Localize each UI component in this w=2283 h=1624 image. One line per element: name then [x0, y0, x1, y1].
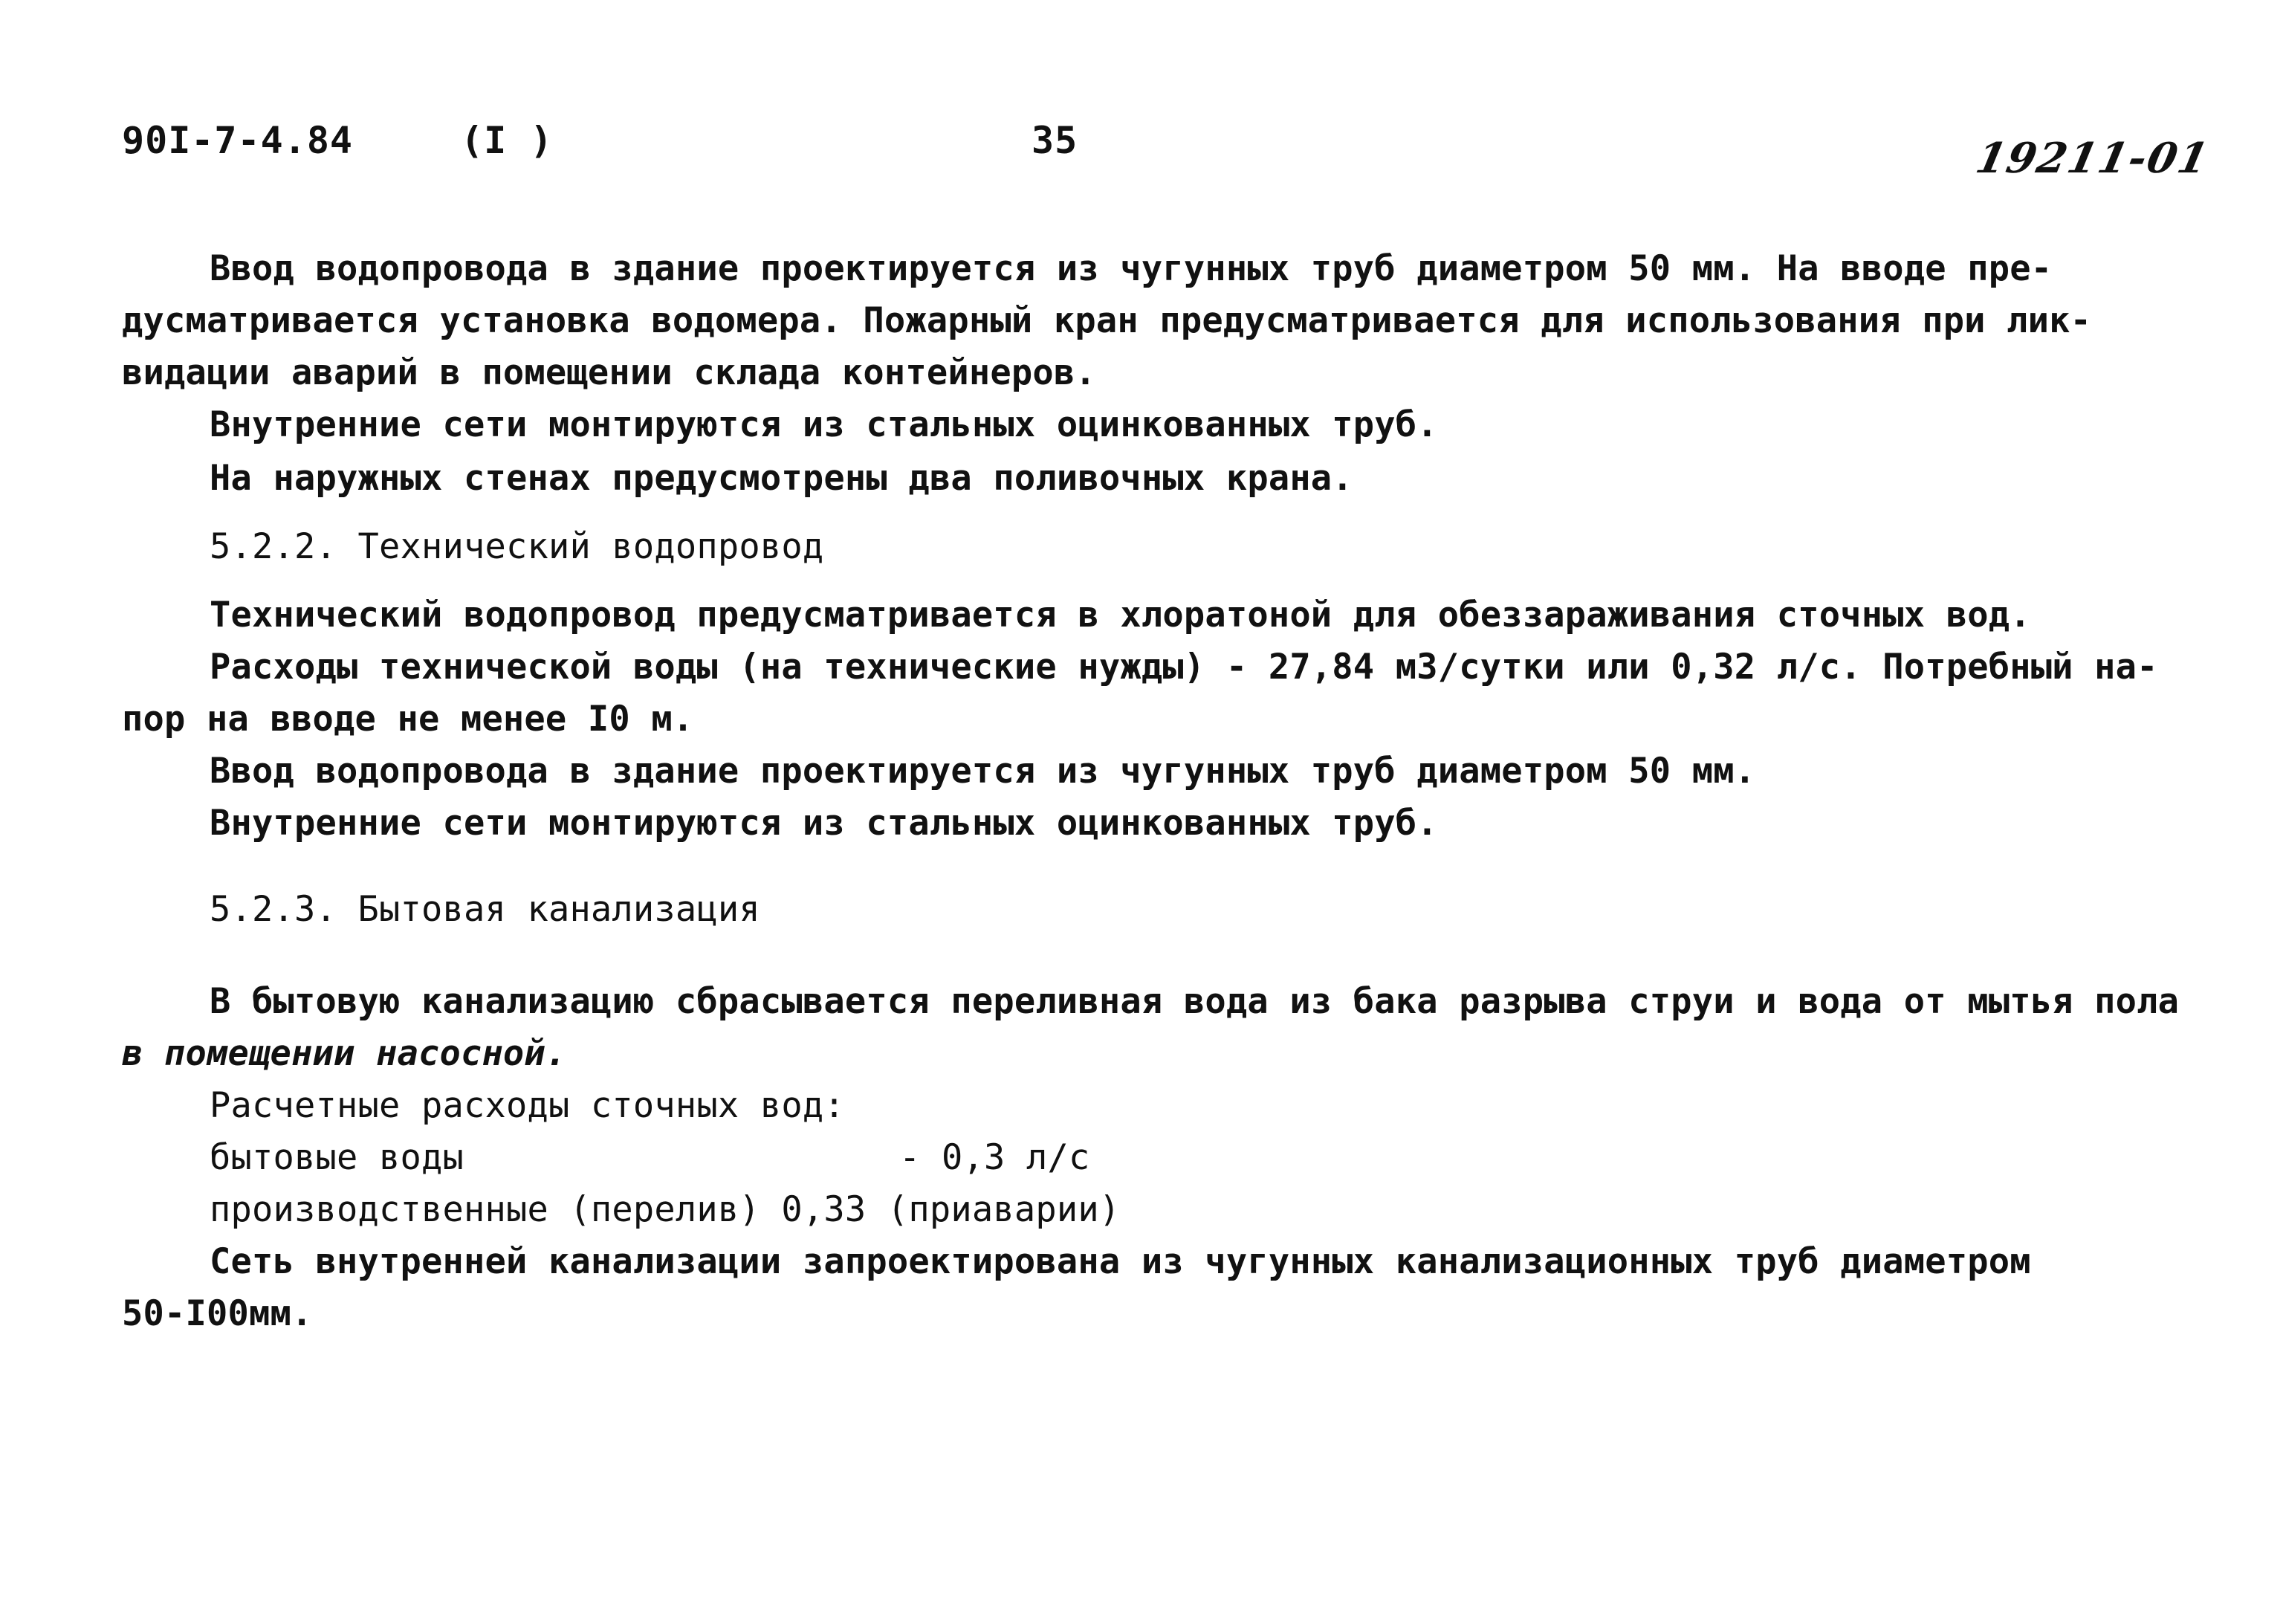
paragraph-line: Технический водопровод предусматривается в хлоратоной для обеззараживания сточных вод.: [210, 595, 2031, 635]
paragraph-line: 50-I00мм.: [122, 1293, 313, 1334]
paragraph-line: дусматривается установка водомера. Пожарный кран предусматривается для использования при лик-: [122, 300, 2092, 341]
paragraph-line: Расходы технической воды (на технические нужды) - 27,84 м3/сутки или 0,32 л/с. Потребный на-: [210, 647, 2158, 688]
document-code: 90I-7-4.84: [122, 119, 354, 162]
flow-value: - 0,3 л/с: [899, 1137, 1090, 1178]
section-heading: 5.2.2. Технический водопровод: [210, 526, 824, 567]
flow-label: бытовые воды: [210, 1137, 464, 1178]
paragraph-line: Внутренние сети монтируются из стальных оцинкованных труб.: [210, 404, 1438, 445]
paragraph-line: производственные (перелив) 0,33 (приаварии): [210, 1189, 1121, 1230]
paragraph-line: Внутренние сети монтируются из стальных оцинкованных труб.: [210, 803, 1438, 844]
paragraph-line: Сеть внутренней канализации запроектирована из чугунных канализационных труб диаметром: [210, 1241, 2031, 1282]
paragraph-line: Ввод водопровода в здание проектируется из чугунных труб диаметром 50 мм.: [210, 751, 1756, 792]
paragraph-line: В бытовую канализацию сбрасывается переливная вода из бака разрыва струи и вода от мытья пола: [210, 981, 2180, 1022]
section-heading: 5.2.3. Бытовая канализация: [210, 889, 760, 930]
volume-number: (I ): [461, 119, 554, 162]
paragraph-line: видации аварий в помещении склада контейнеров.: [122, 352, 1096, 393]
paragraph-line: Ввод водопровода в здание проектируется из чугунных труб диаметром 50 мм. На вводе пре-: [210, 248, 2053, 289]
handwritten-code: 19211-01: [1971, 134, 2215, 183]
paragraph-line: Расчетные расходы сточных вод:: [210, 1085, 845, 1126]
paragraph-line: пор на вводе не менее I0 м.: [122, 699, 694, 740]
paragraph-line: в помещении насосной.: [122, 1033, 567, 1074]
page-number: 35: [1032, 119, 1078, 162]
paragraph-line: На наружных стенах предусмотрены два поливочных крана.: [210, 458, 1353, 499]
